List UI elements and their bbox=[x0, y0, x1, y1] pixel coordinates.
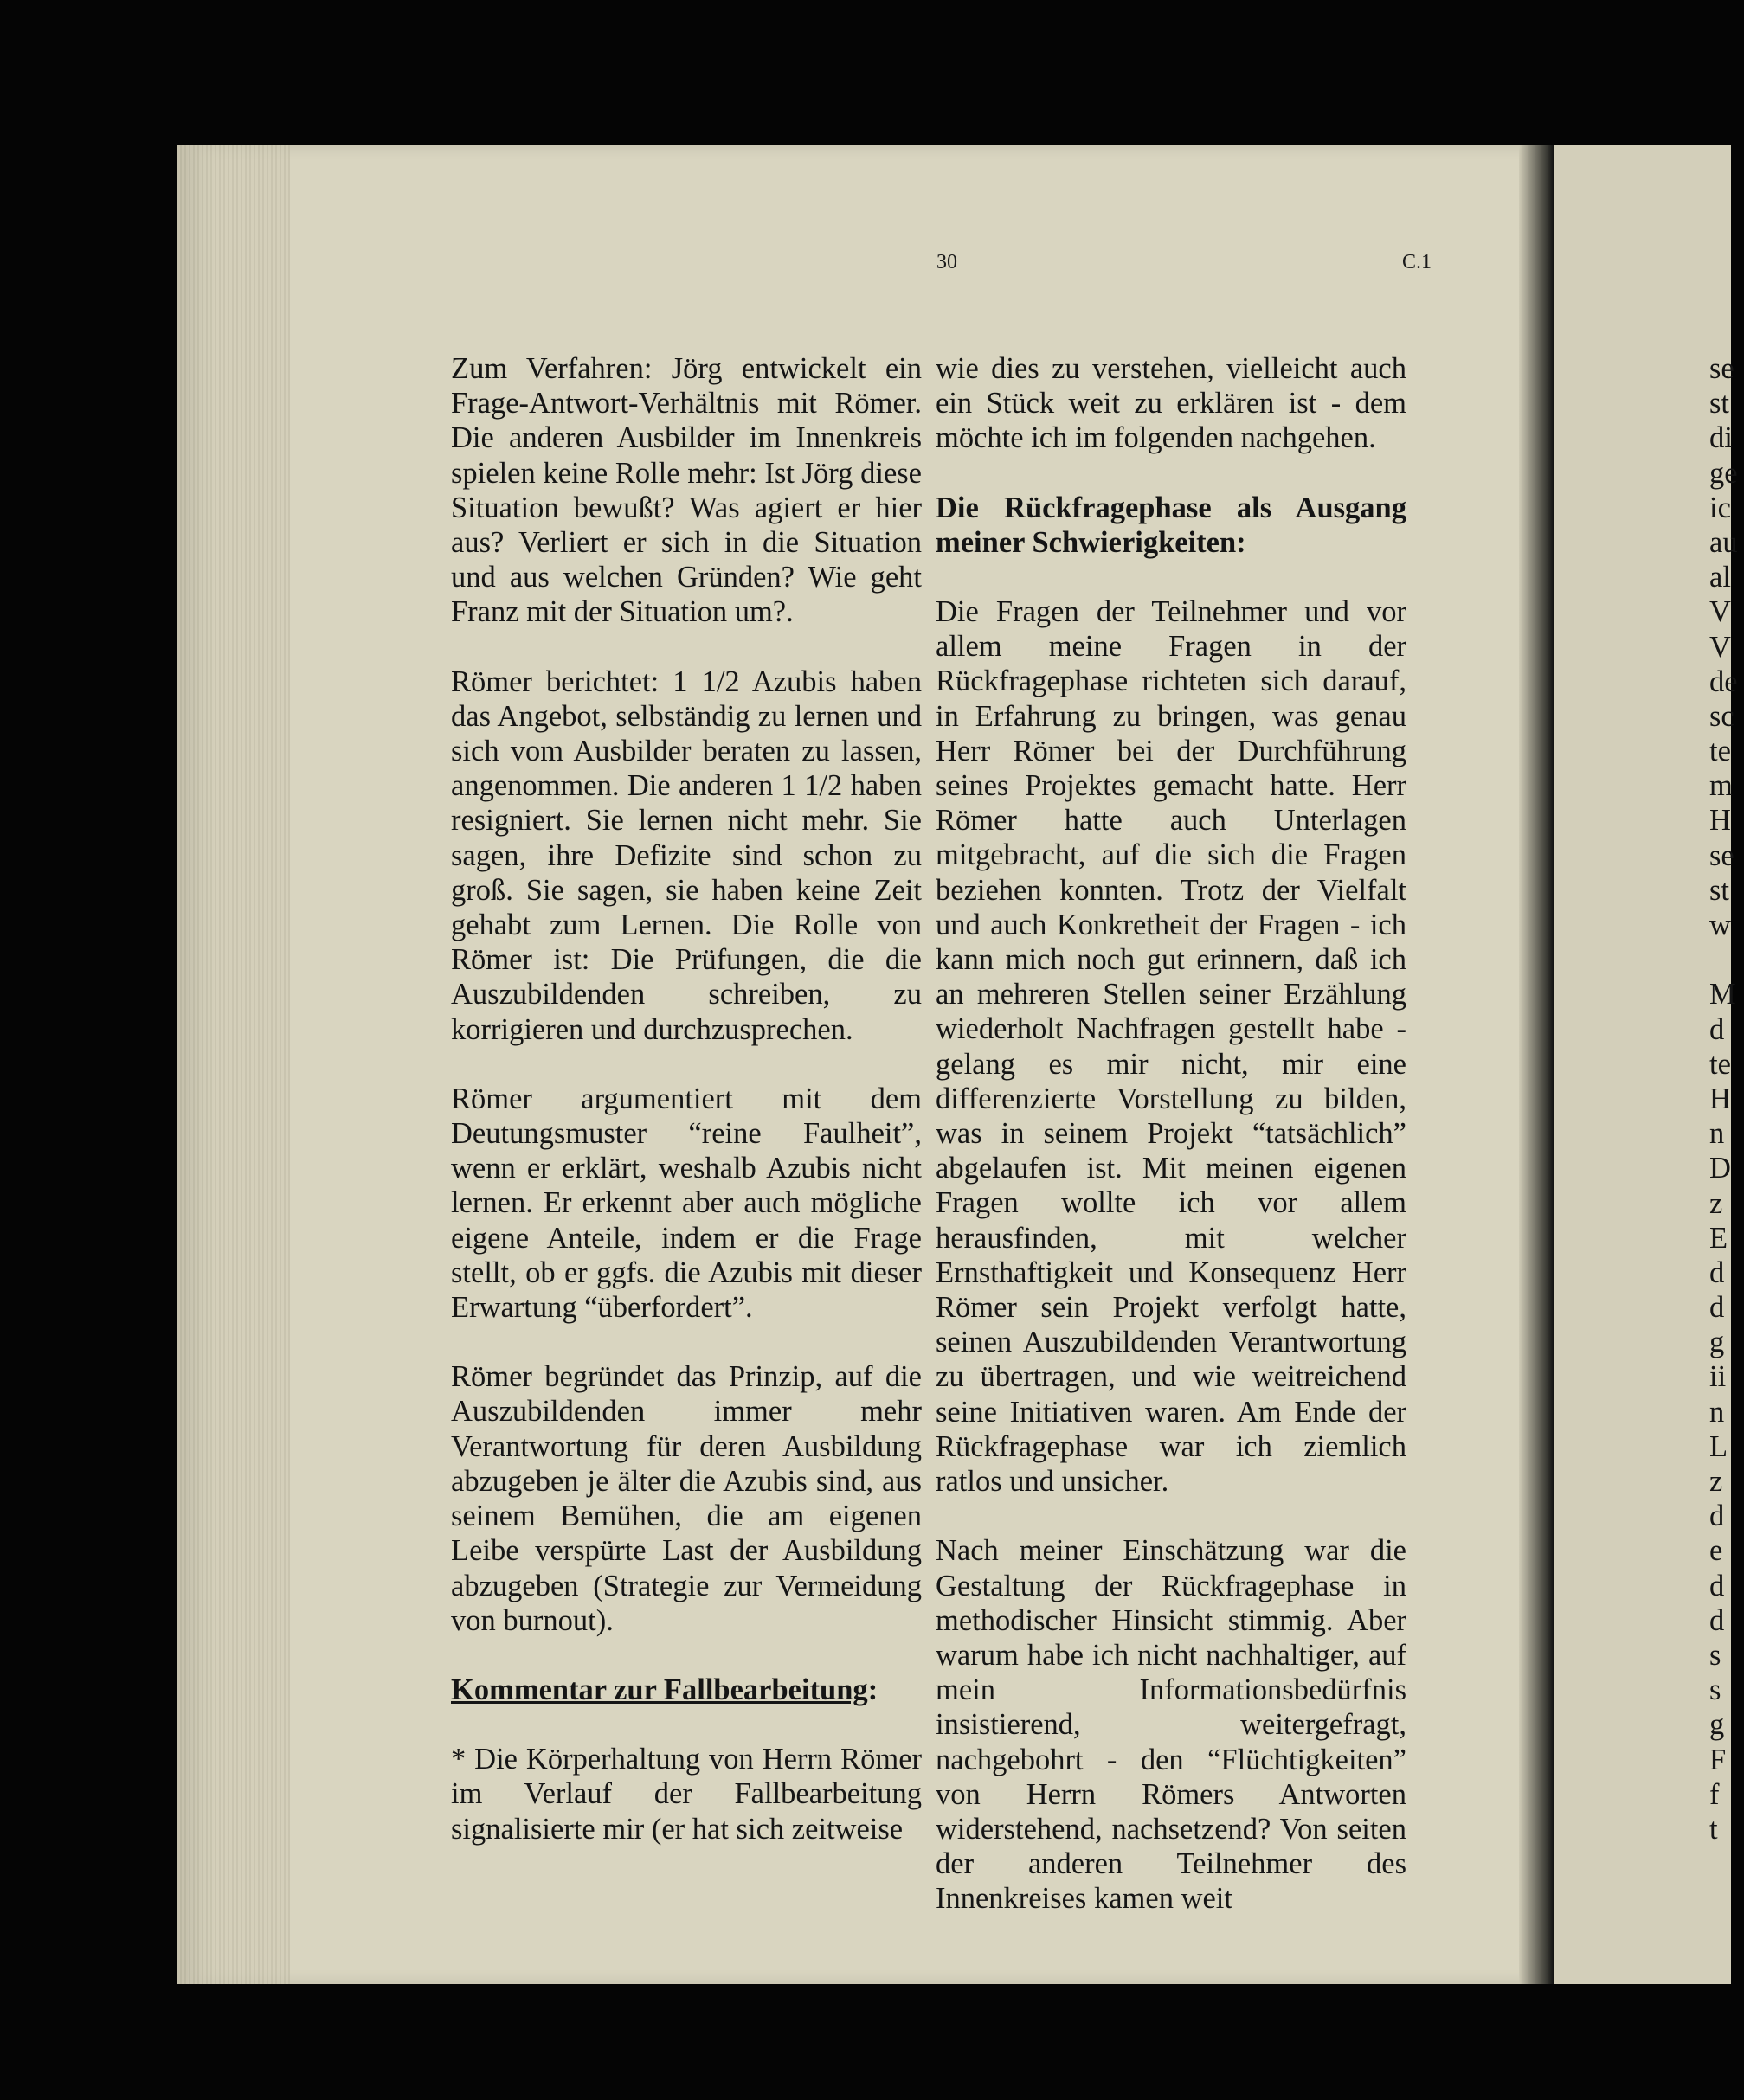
next-page-fragment: F bbox=[1709, 1743, 1727, 1776]
paragraph: Die Fragen der Teilnehmer und vor allem meine Fragen in der Rückfragephase richteten sich darauf, in Erfahrung zu bringen, was genau Herr Römer bei der Durchführung seines Projektes gemacht hatte. Herr Römer hatte auch Unterlagen mitgebracht, auf die sich die Fragen beziehen konnten. Trotz der Vielfalt und auch Konkretheit der Fragen - ich kann mich noch gut erinnern, daß ich an mehreren Stellen seiner Erzählung wiederholt Nachfragen gestellt habe - gelang es mir nicht, mir eine differenzierte Vorstellung zu bilden, was in seinem Projekt “tatsächlich” abgelaufen ist. Mit meinen eigenen Fragen wollte ich vor allem herausfinden, mit welcher Ernsthaftigkeit und Konsequenz Herr Römer sein Projekt verfolgt hatte, seinen Auszubildenden Verantwortung zu übertragen, und wie weitreichend seine Initiativen waren. Am Ende der Rückfragephase war ich ziemlich ratlos und unsicher. bbox=[936, 595, 1406, 1499]
next-page-fragment: d bbox=[1709, 1012, 1725, 1046]
paragraph: Römer berichtet: 1 1/2 Azubis haben das Angebot, selbständig zu lernen und sich vom Ausbilder beraten zu lassen, angenommen. Die anderen 1 1/2 haben resigniert. Sie lernen nicht mehr. Sie sagen, ihre Defizite sind schon zu groß. Sie sagen, sie haben keine Zeit gehabt zum Lernen. Die Rolle von Römer ist: Die Prüfungen, die die Auszubildenden schreiben, zu korrigieren und durchzusprechen. bbox=[451, 665, 922, 1046]
next-page bbox=[1554, 145, 1731, 1984]
next-page-fragment: s bbox=[1709, 1638, 1721, 1672]
page-stack-edge bbox=[177, 145, 290, 1984]
next-page-fragment: se bbox=[1709, 352, 1734, 385]
next-page-fragment: d bbox=[1709, 1291, 1725, 1325]
next-page-fragment: d bbox=[1709, 1569, 1725, 1602]
section-label: C.1 bbox=[1402, 251, 1432, 273]
next-page-fragment: st bbox=[1709, 873, 1730, 907]
next-page-fragment: s bbox=[1709, 1673, 1721, 1707]
paragraph: Zum Verfahren: Jörg entwickelt ein Frage-Antwort-Verhältnis mit Römer. Die anderen Ausbilder im Innenkreis spielen keine Rolle mehr: Ist Jörg diese Situation bewußt? Was agiert er hier aus? Verliert er sich in die Situation und aus welchen Gründen? Wie geht Franz mit der Situation um?. bbox=[451, 352, 922, 629]
next-page-fragment: ic bbox=[1709, 491, 1731, 524]
paragraph: wie dies zu verstehen, vielleicht auch ein Stück weit zu erklären ist - dem möchte ich im folgenden nachgehen. bbox=[936, 352, 1406, 455]
next-page-fragment: sc bbox=[1709, 699, 1734, 733]
next-page-fragment: E bbox=[1709, 1221, 1728, 1255]
paragraph: Römer argumentiert mit dem Deutungsmuster “reine Faulheit”, wenn er erklärt, weshalb Azubis nicht lernen. Er erkennt aber auch mögliche eigene Anteile, indem er die Frage stellt, ob er ggfs. die Azubis mit dieser Erwartung “überfordert”. bbox=[451, 1082, 922, 1325]
section-heading bbox=[451, 1673, 922, 1707]
next-page-fragment: d bbox=[1709, 1256, 1725, 1289]
next-page-fragment: g bbox=[1709, 1326, 1725, 1359]
next-page-fragment: H bbox=[1709, 1082, 1731, 1115]
next-page-fragment: z bbox=[1709, 1465, 1723, 1498]
next-page-fragment: z bbox=[1709, 1186, 1723, 1220]
next-page-fragment bbox=[1709, 942, 1744, 977]
next-page-fragment: ge bbox=[1709, 456, 1738, 490]
book-gutter bbox=[1519, 145, 1554, 1984]
next-page-fragment: di bbox=[1709, 421, 1733, 455]
next-page-fragment: D bbox=[1709, 1152, 1731, 1185]
paragraph: * Die Körperhaltung von Herrn Römer im Verlauf der Fallbearbeitung signalisierte mir (er hat sich zeitweise bbox=[451, 1743, 922, 1846]
section-heading: Die Rückfragephase als Ausgang meiner Schwierigkeiten: bbox=[936, 491, 1406, 559]
paragraph: Römer begründet das Prinzip, auf die Auszubildenden immer mehr Verantwortung für deren Ausbildung abzugeben je älter die Azubis sind, aus seinem Bemühen, die am eigenen Leibe verspürte Last der Ausbildung abzugeben (Strategie zur Vermeidung von burnout). bbox=[451, 1360, 922, 1637]
paragraph: Nach meiner Einschätzung war die Gestaltung der Rückfragephase in methodischer Hinsicht stimmig. Aber warum habe ich nicht nachhaltiger, auf mein Informationsbedürfnis insistierend, weitergefragt, nachgebohrt - den “Flüchtigkeiten” von Herrn Römers Antworten widerstehend, nachsetzend? Von seiten der anderen Teilnehmer des Innenkreises kamen weit bbox=[936, 1534, 1406, 1916]
next-page-fragment: d bbox=[1709, 1500, 1725, 1533]
next-page-text-fragments bbox=[1709, 351, 1744, 1846]
next-page-fragment: L bbox=[1709, 1429, 1728, 1463]
next-page-fragment: M bbox=[1709, 978, 1736, 1011]
page-number: 30 bbox=[936, 251, 957, 273]
next-page-fragment: se bbox=[1709, 838, 1734, 872]
next-page-fragment: t bbox=[1709, 1812, 1718, 1846]
next-page-fragment: au bbox=[1709, 525, 1738, 559]
right-column bbox=[936, 351, 1406, 1951]
heading-colon: : bbox=[867, 1673, 878, 1706]
left-column bbox=[451, 351, 922, 1881]
next-page-fragment: m bbox=[1709, 769, 1733, 803]
next-page-fragment: de bbox=[1709, 665, 1738, 698]
next-page-fragment: w bbox=[1709, 909, 1731, 941]
next-page-fragment: te bbox=[1709, 735, 1731, 768]
next-page-fragment: al bbox=[1709, 561, 1731, 594]
next-page-fragment: st bbox=[1709, 387, 1730, 421]
heading-text: Kommentar zur Fallbearbeitung bbox=[451, 1673, 868, 1706]
next-page-fragment: H bbox=[1709, 804, 1731, 838]
next-page-fragment: n bbox=[1709, 1395, 1725, 1429]
next-page-fragment: g bbox=[1709, 1708, 1725, 1742]
next-page-fragment: te bbox=[1709, 1047, 1731, 1081]
next-page-fragment: f bbox=[1709, 1777, 1720, 1811]
next-page-fragment: ii bbox=[1709, 1360, 1727, 1394]
next-page-fragment: e bbox=[1709, 1534, 1723, 1568]
next-page-fragment: V bbox=[1709, 630, 1731, 664]
next-page-fragment: V bbox=[1709, 595, 1731, 629]
next-page-fragment: n bbox=[1709, 1117, 1725, 1151]
next-page-fragment: d bbox=[1709, 1603, 1725, 1637]
